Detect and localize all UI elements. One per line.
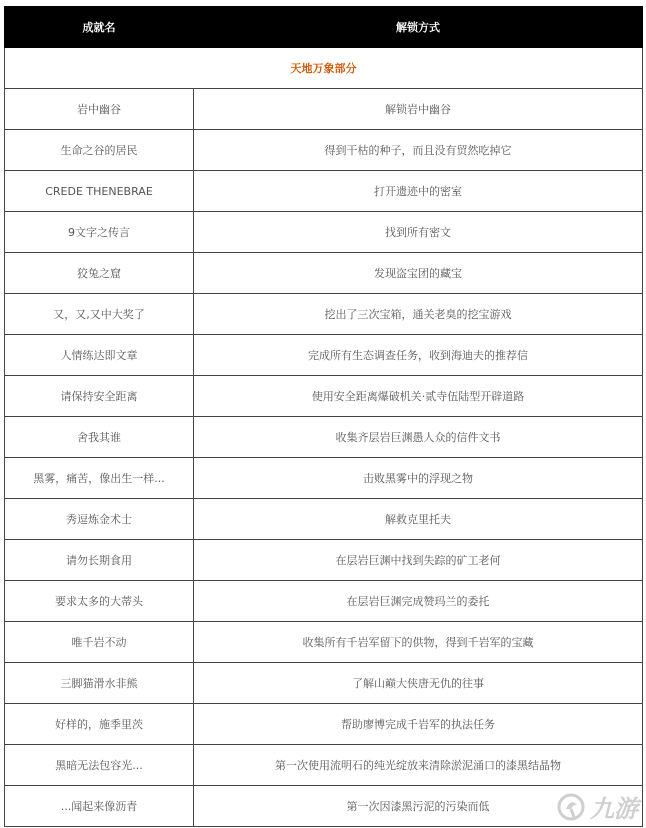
table-row [5,335,643,376]
achievement-name-cell: 请保持安全距离 [5,376,194,417]
achievement-name-cell: 唯千岩不动 [5,622,194,663]
section-row [5,48,643,89]
achievement-name-cell: 好样的，施季里茨 [5,704,194,745]
table-row [5,581,643,622]
watermark [556,789,638,824]
table-row [5,540,643,581]
table-row [5,89,643,130]
table-row [5,622,643,663]
unlock-method-cell: 完成所有生态调查任务，收到海迪夫的推荐信 [194,335,643,376]
achievement-name-cell: ...闻起来像沥青 [5,786,194,827]
achievement-name-cell: 岩中幽谷 [5,89,194,130]
table-row [5,253,643,294]
achievement-name-cell: CREDE THENEBRAE [5,171,194,212]
table-row [5,130,643,171]
achievement-table [4,6,643,827]
unlock-method-cell: 在层岩巨渊中找到失踪的矿工老何 [194,540,643,581]
achievement-name-cell: 秀逗炼金术士 [5,499,194,540]
table-header-row [5,7,643,48]
header-unlock-method: 解锁方式 [194,7,643,48]
unlock-method-cell: 收集所有千岩军留下的供物，得到千岩军的宝藏 [194,622,643,663]
watermark-text: 九游 [590,795,638,823]
header-achievement-name: 成就名 [5,7,194,48]
table-row [5,417,643,458]
unlock-method-cell: 第一次因漆黑污泥的污染而低 [194,786,643,827]
jiuyou-logo-icon [556,792,586,822]
table-row [5,704,643,745]
achievement-name-cell: 黑暗无法包容光... [5,745,194,786]
unlock-method-cell: 发现盗宝团的藏宝 [194,253,643,294]
achievement-name-cell: 人情练达即文章 [5,335,194,376]
achievement-name-cell: 请勿长期食用 [5,540,194,581]
unlock-method-cell: 解救克里托夫 [194,499,643,540]
unlock-method-cell: 在层岩巨渊完成赞玛兰的委托 [194,581,643,622]
achievement-name-cell: 又，又,又中大奖了 [5,294,194,335]
unlock-method-cell: 使用安全距离爆破机关·贰寺伍陆型开辟道路 [194,376,643,417]
achievement-name-cell: 狡兔之窟 [5,253,194,294]
table-row [5,294,643,335]
table-row [5,212,643,253]
section-title: 天地万象部分 [5,48,643,89]
unlock-method-cell: 击败黑雾中的浮现之物 [194,458,643,499]
table-row [5,663,643,704]
achievement-name-cell: 9文字之传言 [5,212,194,253]
achievement-name-cell: 三脚猫滑水非熊 [5,663,194,704]
table-row [5,499,643,540]
unlock-method-cell: 得到干枯的种子，而且没有贸然吃掉它 [194,130,643,171]
unlock-method-cell: 了解山巅大侠唐无仇的往事 [194,663,643,704]
achievement-name-cell: 黑雾，痛苦，像出生一样... [5,458,194,499]
unlock-method-cell: 打开遗迹中的密室 [194,171,643,212]
unlock-method-cell: 挖出了三次宝箱，通关老臭的挖宝游戏 [194,294,643,335]
achievement-name-cell: 舍我其谁 [5,417,194,458]
table-row [5,745,643,786]
table-row [5,458,643,499]
unlock-method-cell: 找到所有密文 [194,212,643,253]
unlock-method-cell: 第一次使用流明石的纯光绽放来清除淤泥涌口的漆黑结晶物 [194,745,643,786]
table-row [5,786,643,827]
table-body [5,48,643,827]
achievement-name-cell: 生命之谷的居民 [5,130,194,171]
table-row [5,171,643,212]
unlock-method-cell: 收集齐层岩巨渊愚人众的信件文书 [194,417,643,458]
achievement-name-cell: 要求太多的大蒂头 [5,581,194,622]
unlock-method-cell: 帮助廖博完成千岩军的执法任务 [194,704,643,745]
table-row [5,376,643,417]
unlock-method-cell: 解锁岩中幽谷 [194,89,643,130]
